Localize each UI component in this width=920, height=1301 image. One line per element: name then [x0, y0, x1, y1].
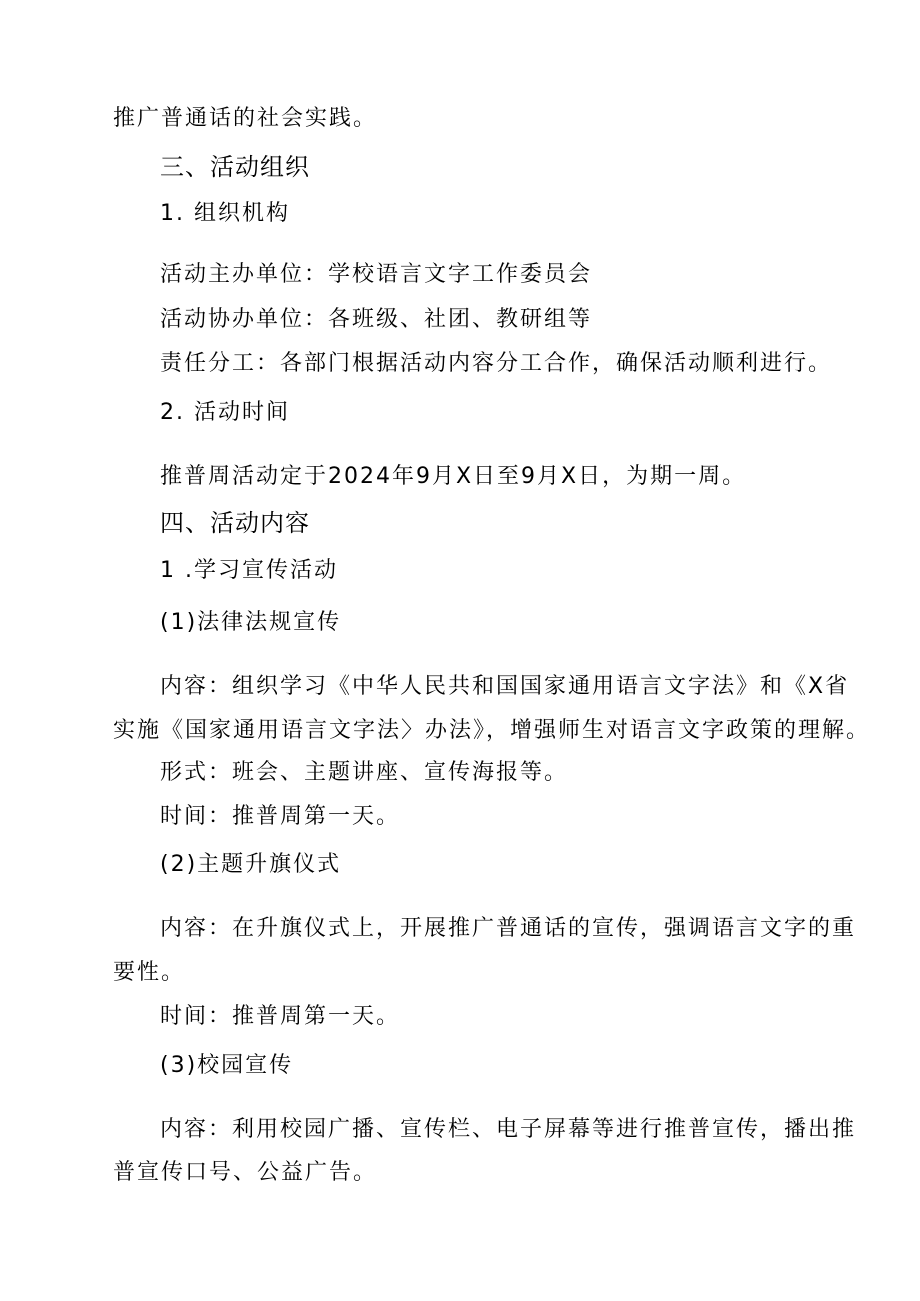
item-flag-ceremony: (2)主题升旗仪式	[160, 852, 342, 877]
paragraph-continuation: 推广普通话的社会实践。	[113, 106, 378, 131]
law-time-line: 时间：推普周第一天。	[160, 804, 401, 829]
section-heading-activity-organization: 三、活动组织	[160, 153, 310, 181]
subheading-organization: 1. 组织机构	[160, 201, 290, 226]
activity-time-line: 推普周活动定于2024年9月X日至9月X日，为期一周。	[160, 464, 747, 489]
section-heading-activity-content: 四、活动内容	[160, 509, 310, 537]
law-content-line-1: 内容：组织学习《中华人民共和国国家通用语言文字法》和《X省	[160, 674, 850, 699]
organizer-line: 活动主办单位：学校语言文字工作委员会	[160, 262, 593, 287]
co-organizer-line: 活动协办单位：各班级、社团、教研组等	[160, 307, 593, 332]
subheading-study-promotion: 1 .学习宣传活动	[160, 558, 338, 583]
law-content-line-2: 实施《国家通用语言文字法〉办法》，增强师生对语言文字政策的理解。	[113, 718, 871, 743]
flag-content-line-2: 要性。	[113, 960, 186, 985]
subheading-activity-time: 2. 活动时间	[160, 400, 290, 425]
responsibility-line: 责任分工：各部门根据活动内容分工合作，确保活动顺利进行。	[160, 351, 833, 376]
campus-content-line-1: 内容：利用校园广播、宣传栏、电子屏幕等进行推普宣传，播出推	[160, 1117, 857, 1142]
campus-content-line-2: 普宣传口号、公益广告。	[113, 1160, 378, 1185]
law-form-line: 形式：班会、主题讲座、宣传海报等。	[160, 760, 569, 785]
flag-time-line: 时间：推普周第一天。	[160, 1004, 401, 1029]
flag-content-line-1: 内容：在升旗仪式上，开展推广普通话的宣传，强调语言文字的重	[160, 916, 857, 941]
item-campus-promotion: (3)校园宣传	[160, 1053, 294, 1078]
item-law-promotion: (1)法律法规宣传	[160, 610, 342, 635]
